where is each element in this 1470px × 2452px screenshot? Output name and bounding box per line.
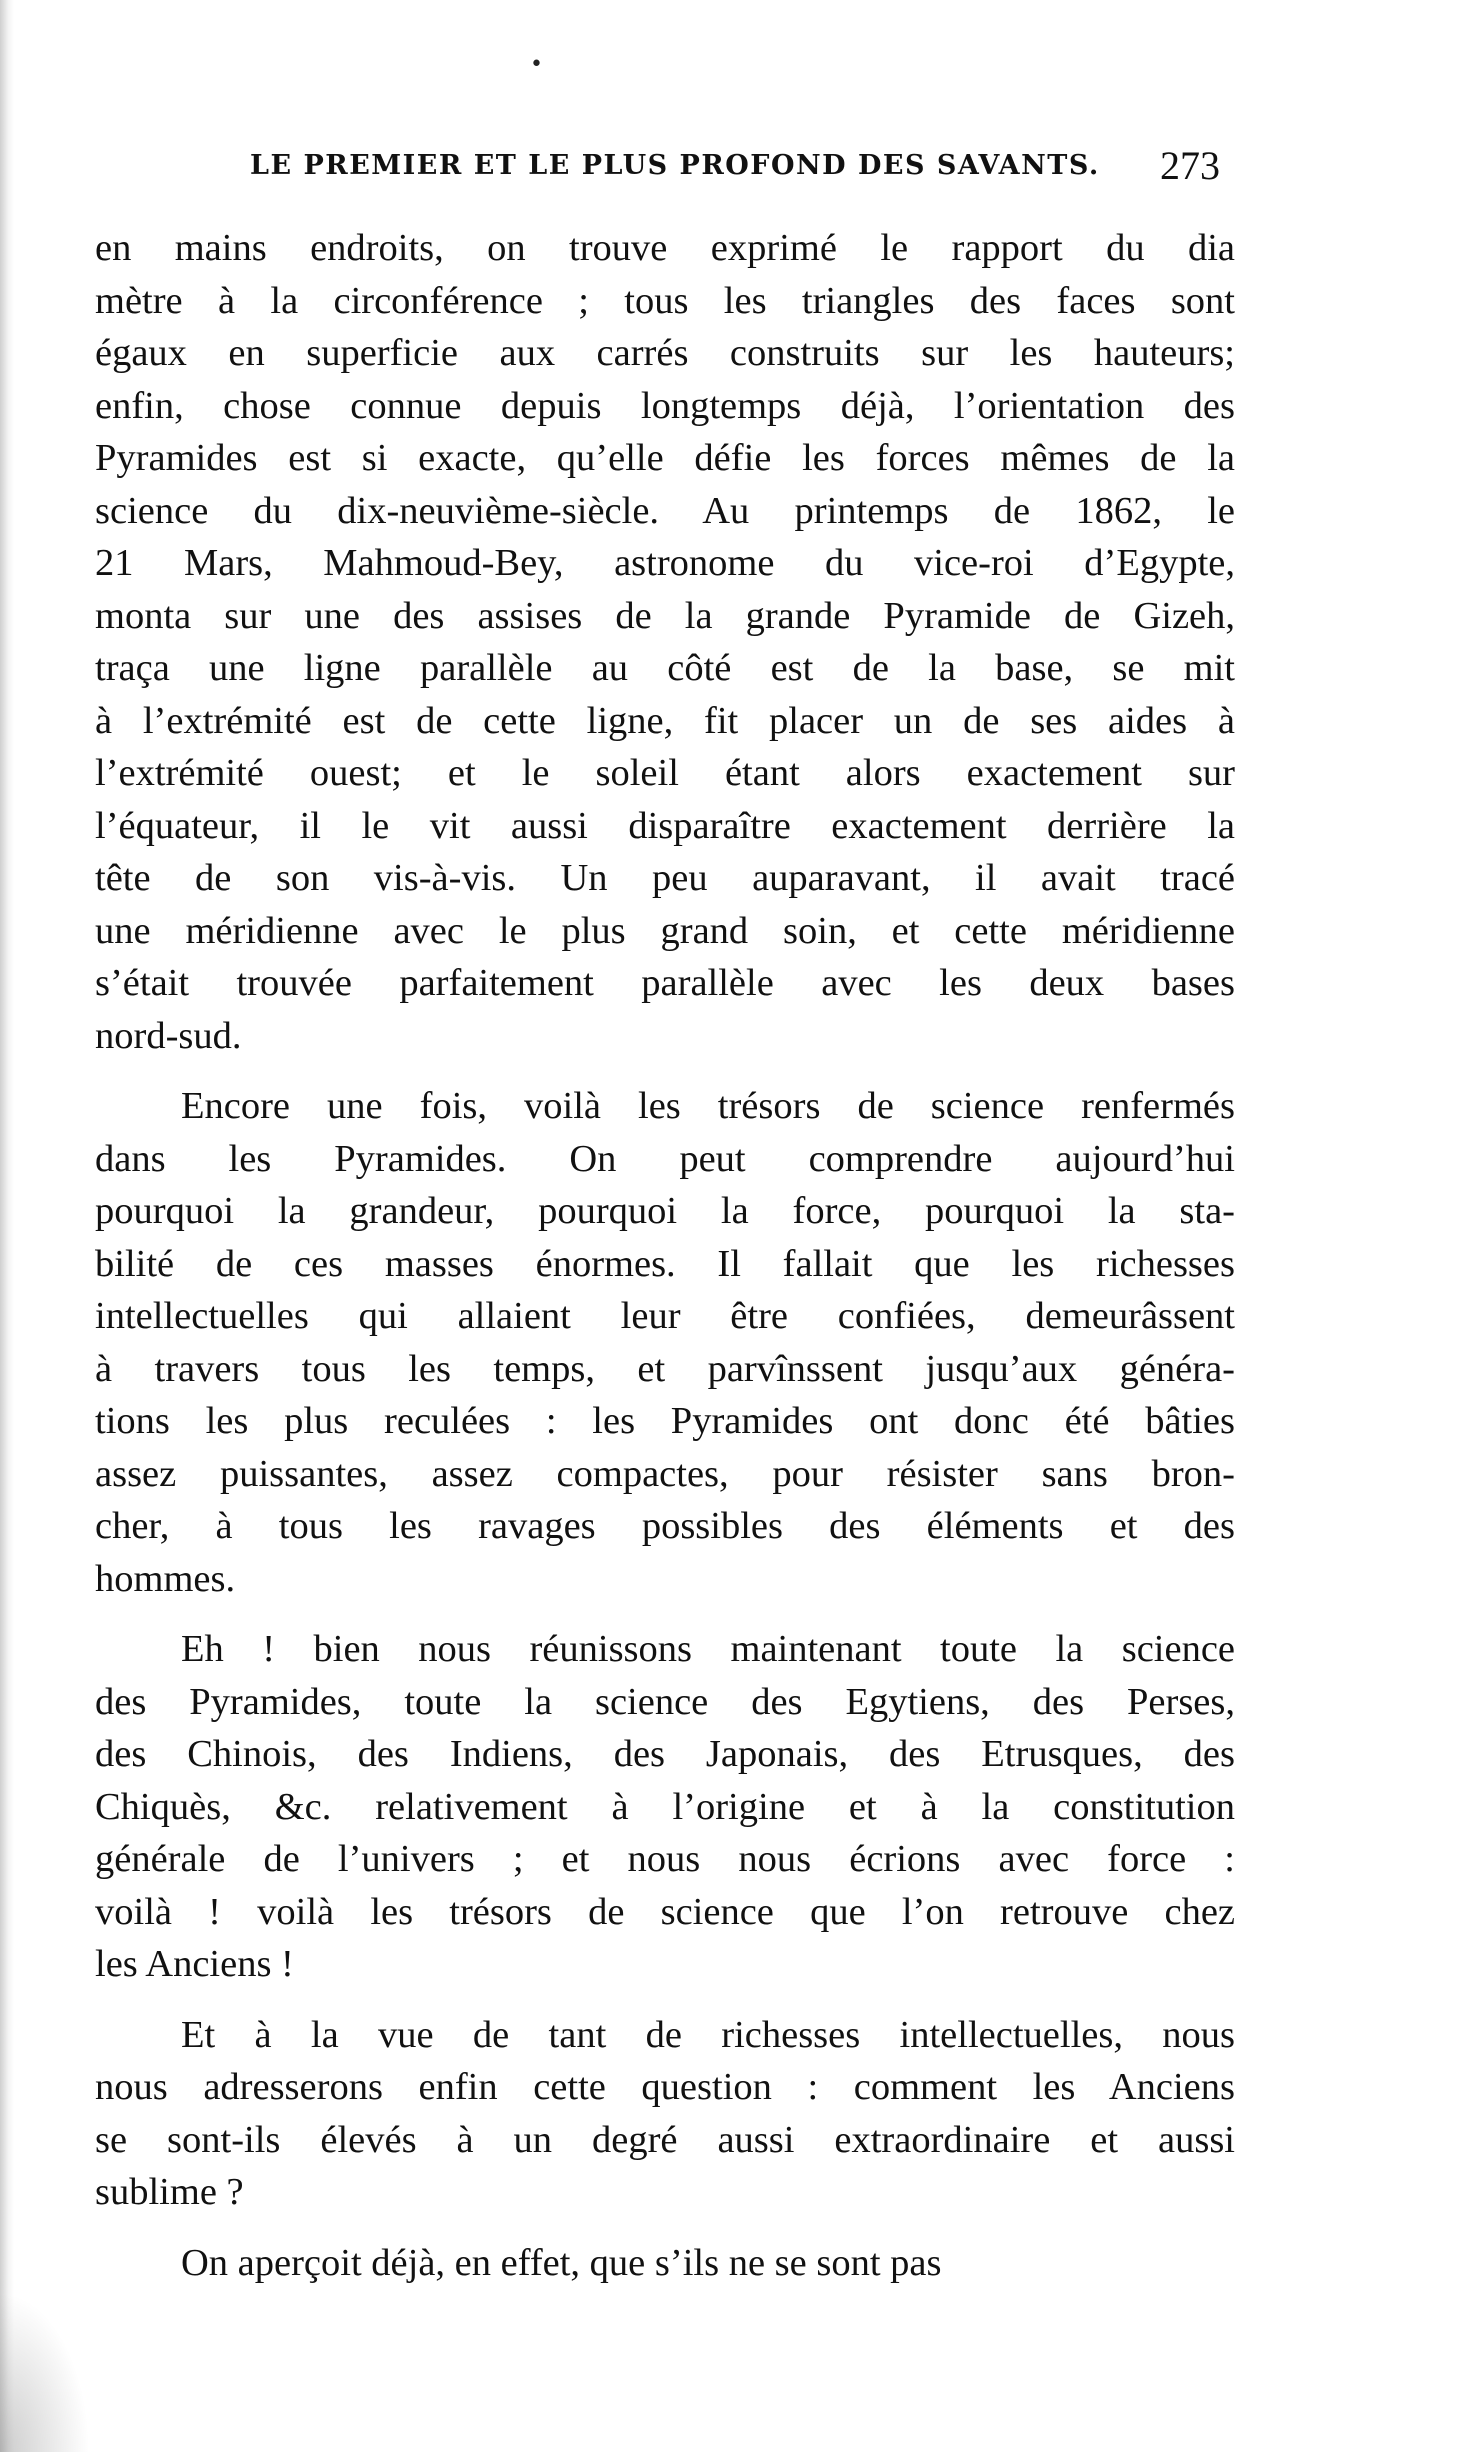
text-line: bilité de ces masses énormes. Il fallait que les richesses bbox=[95, 1242, 1235, 1285]
text-body bbox=[95, 222, 1235, 2307]
text-line: On aperçoit déjà, en effet, que s’ils ne se sont pas bbox=[181, 2241, 942, 2284]
page-left-edge-shadow bbox=[0, 0, 14, 2452]
text-line: Eh ! bien nous réunissons maintenant toute la science bbox=[181, 1628, 1235, 1670]
running-title: LE PREMIER ET LE PLUS PROFOND DES SAVANTS. bbox=[250, 150, 1100, 181]
text-line: à l’extrémité est de cette ligne, fit placer un de ses aides à bbox=[95, 699, 1235, 742]
text-line: monta sur une des assises de la grande Pyramide de Gizeh, bbox=[95, 594, 1235, 637]
paragraph bbox=[95, 2009, 1235, 2219]
text-line: s’était trouvée parfaitement parallèle avec les deux bases bbox=[95, 962, 1235, 1004]
text-line: Et à la vue de tant de richesses intellectuelles, nous bbox=[181, 2013, 1235, 2056]
text-line: des Chinois, des Indiens, des Japonais, des Etrusques, des bbox=[95, 1733, 1235, 1775]
text-line: intellectuelles qui allaient leur être confiées, demeurâssent bbox=[95, 1295, 1235, 1337]
text-line: sublime ? bbox=[95, 2171, 244, 2213]
page-corner-smudge bbox=[0, 2292, 90, 2452]
text-line: cher, à tous les ravages possibles des éléments et des bbox=[95, 1505, 1235, 1547]
text-line: à travers tous les temps, et parvînssent jusqu’aux généra- bbox=[95, 1347, 1235, 1390]
text-line: égaux en superficie aux carrés construits sur les hauteurs; bbox=[95, 332, 1235, 374]
text-line: pourquoi la grandeur, pourquoi la force, pourquoi la sta- bbox=[95, 1190, 1235, 1232]
text-line: hommes. bbox=[95, 1557, 236, 1600]
paragraph bbox=[95, 222, 1235, 1062]
text-line: générale de l’univers ; et nous nous écrions avec force : bbox=[95, 1838, 1235, 1880]
text-line: l’équateur, il le vit aussi disparaître exactement derrière la bbox=[95, 804, 1235, 847]
page-number: 273 bbox=[1160, 143, 1220, 188]
text-line: dans les Pyramides. On peut comprendre aujourd’hui bbox=[95, 1137, 1235, 1180]
text-line: 21 Mars, Mahmoud-Bey, astronome du vice-roi d’Egypte, bbox=[95, 542, 1235, 584]
text-line: nord-sud. bbox=[95, 1014, 242, 1057]
text-line: Pyramides est si exacte, qu’elle défie les forces mêmes de la bbox=[95, 437, 1235, 479]
text-line: Chiquès, &c. relativement à l’origine et à la constitution bbox=[95, 1785, 1235, 1828]
text-line: mètre à la circonférence ; tous les triangles des faces sont bbox=[95, 279, 1235, 322]
text-line: une méridienne avec le plus grand soin, et cette méridienne bbox=[95, 909, 1235, 952]
text-line: enfin, chose connue depuis longtemps déjà, l’orientation des bbox=[95, 384, 1235, 427]
text-line: tête de son vis-à-vis. Un peu auparavant, il avait tracé bbox=[95, 857, 1235, 899]
paragraph bbox=[95, 1623, 1235, 1991]
paragraph bbox=[95, 1080, 1235, 1605]
text-line: tions les plus reculées : les Pyramides ont donc été bâties bbox=[95, 1400, 1235, 1442]
paragraph bbox=[95, 2237, 1235, 2290]
text-line: voilà ! voilà les trésors de science que l’on retrouve chez bbox=[95, 1890, 1235, 1933]
text-line: des Pyramides, toute la science des Egytiens, des Perses, bbox=[95, 1680, 1235, 1723]
text-line: les Anciens ! bbox=[95, 1943, 294, 1985]
text-line: l’extrémité ouest; et le soleil étant alors exactement sur bbox=[95, 752, 1235, 794]
text-line: science du dix-neuvième-siècle. Au printemps de 1862, le bbox=[95, 489, 1235, 532]
text-line: en mains endroits, on trouve exprimé le rapport du dia bbox=[95, 227, 1235, 269]
text-line: traça une ligne parallèle au côté est de la base, se mit bbox=[95, 647, 1235, 689]
text-line: se sont-ils élevés à un degré aussi extraordinaire et aussi bbox=[95, 2118, 1235, 2161]
text-line: nous adresserons enfin cette question : comment les Anciens bbox=[95, 2066, 1235, 2108]
text-line: assez puissantes, assez compactes, pour résister sans bron- bbox=[95, 1452, 1235, 1495]
ink-speck: • bbox=[530, 52, 543, 77]
text-line: Encore une fois, voilà les trésors de science renfermés bbox=[181, 1085, 1235, 1127]
